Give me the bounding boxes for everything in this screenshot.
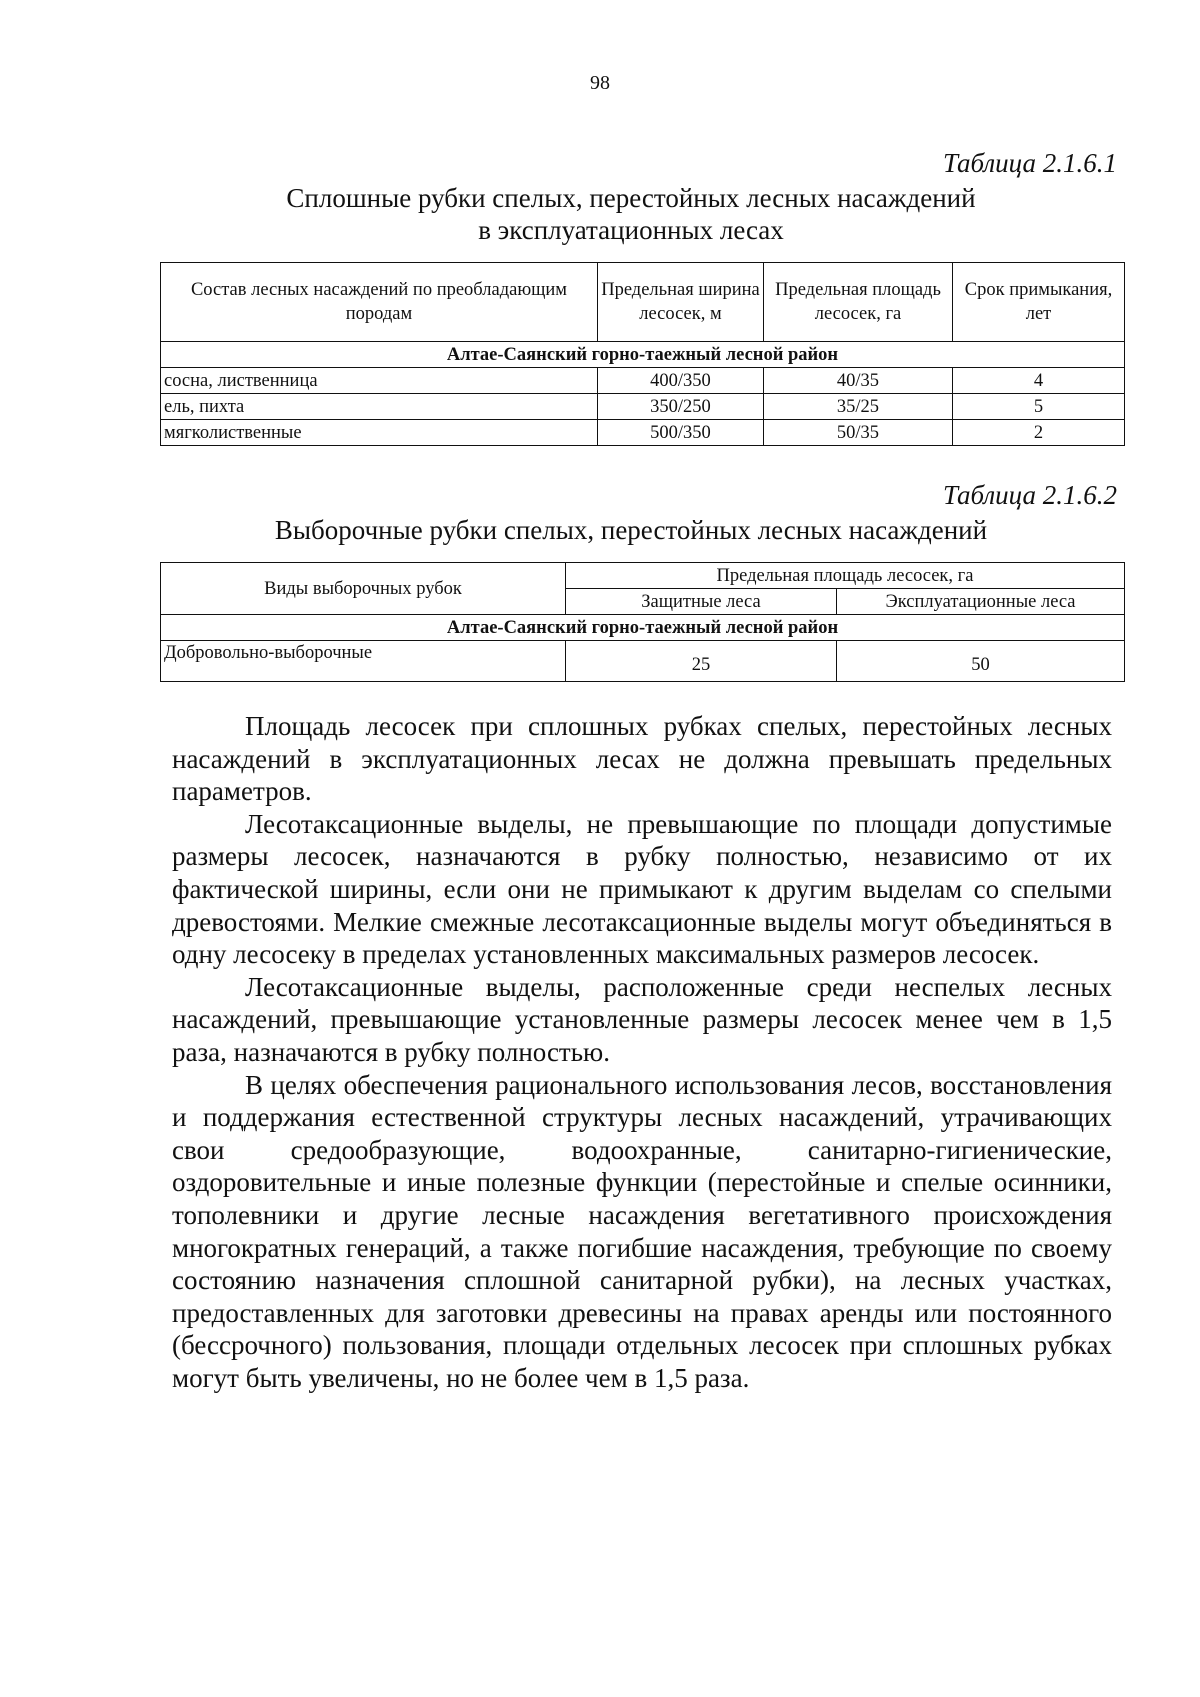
table1-region: Алтае-Саянский горно-таежный лесной район <box>161 342 1125 368</box>
table1-cell-area: 40/35 <box>764 368 953 394</box>
paragraph: В целях обеспечения рационального использования лесов, восстановления и поддержания естественной структуры лесных насаждений, утрачивающих свои средообразующие, водоохранные, санитарно-гигиенические, оздоровительные и иные полезные функции (перестойные и спелые осинники, тополевники и другие лесные насаждения вегетативного происхождения многократных генераций, а также погибшие насаждения, требующие по своему состоянию назначения сплошной санитарной рубки), на лесных участках, предоставленных для заготовки древесины на правах аренды или постоянного (бессрочного) пользования, площади отдельных лесосек при сплошных рубках могут быть увеличены, но не более чем в 1,5 раза. <box>172 1069 1112 1393</box>
table-row <box>161 420 1125 446</box>
table1-cell-area: 50/35 <box>764 420 953 446</box>
table1-title-line1: Сплошные рубки спелых, перестойных лесных насаждений <box>286 183 976 213</box>
table2-caption: Таблица 2.1.6.2 <box>942 480 1117 510</box>
table2-region: Алтае-Саянский горно-таежный лесной район <box>161 615 1125 641</box>
table1-cell-term: 2 <box>953 420 1125 446</box>
table1-cell-term: 5 <box>953 394 1125 420</box>
paragraph: Лесотаксационные выделы, расположенные среди неспелых лесных насаждений, превышающие установленные размеры лесосек менее чем в 1,5 раза, назначаются в рубку полностью. <box>172 971 1112 1067</box>
table1-region-row <box>161 342 1125 368</box>
table1-caption: Таблица 2.1.6.1 <box>942 148 1117 178</box>
table1-header-composition: Состав лесных насаждений по преобладающим породам <box>161 263 598 342</box>
paragraph: Площадь лесосек при сплошных рубках спелых, перестойных лесных насаждений в эксплуатационных лесах не должна превышать предельных параметров. <box>172 711 1112 807</box>
table1-header-width: Предельная ширина лесосек, м <box>598 263 764 342</box>
table1-cell-species: мягколиственные <box>161 420 598 446</box>
table-row <box>161 368 1125 394</box>
table2-header-kind: Виды выборочных рубок <box>161 563 566 615</box>
table2-region-row <box>161 615 1125 641</box>
table1-header-term: Срок примыкания, лет <box>953 263 1125 342</box>
table1-cell-species: ель, пихта <box>161 394 598 420</box>
table1 <box>160 262 1125 446</box>
table-row <box>161 641 1125 682</box>
table2-cell-kind: Добровольно-выборочные <box>161 641 566 682</box>
table2-header-protective: Защитные леса <box>566 589 837 615</box>
table2-title: Выборочные рубки спелых, перестойных лесных насаждений <box>274 515 988 545</box>
table1-title-line2: в эксплуатационных лесах <box>478 215 784 245</box>
table1-cell-species: сосна, лиственница <box>161 368 598 394</box>
table2-header-operational: Эксплуатационные леса <box>837 589 1125 615</box>
table1-cell-width: 350/250 <box>598 394 764 420</box>
table2-cell-protective: 25 <box>566 641 837 682</box>
table2-header-row <box>161 563 1125 589</box>
table1-cell-term: 4 <box>953 368 1125 394</box>
table1-cell-area: 35/25 <box>764 394 953 420</box>
table1-cell-width: 500/350 <box>598 420 764 446</box>
paragraph: Лесотаксационные выделы, не превышающие по площади допустимые размеры лесосек, назначаются в рубку полностью, независимо от их фактической ширины, если они не примыкают к другим выделам со спелыми древостоями. Мелкие смежные лесотаксационные выделы могут объединяться в одну лесосеку в пределах установленных максимальных размеров лесосек. <box>172 808 1112 970</box>
page-number: 98 <box>590 72 610 94</box>
table2-cell-operational: 50 <box>837 641 1125 682</box>
table-row <box>161 394 1125 420</box>
table2-header-group: Предельная площадь лесосек, га <box>566 563 1125 589</box>
table1-cell-width: 400/350 <box>598 368 764 394</box>
table2 <box>160 562 1125 682</box>
body-text <box>172 710 1112 1394</box>
table1-header-area: Предельная площадь лесосек, га <box>764 263 953 342</box>
table1-header-row <box>161 263 1125 342</box>
